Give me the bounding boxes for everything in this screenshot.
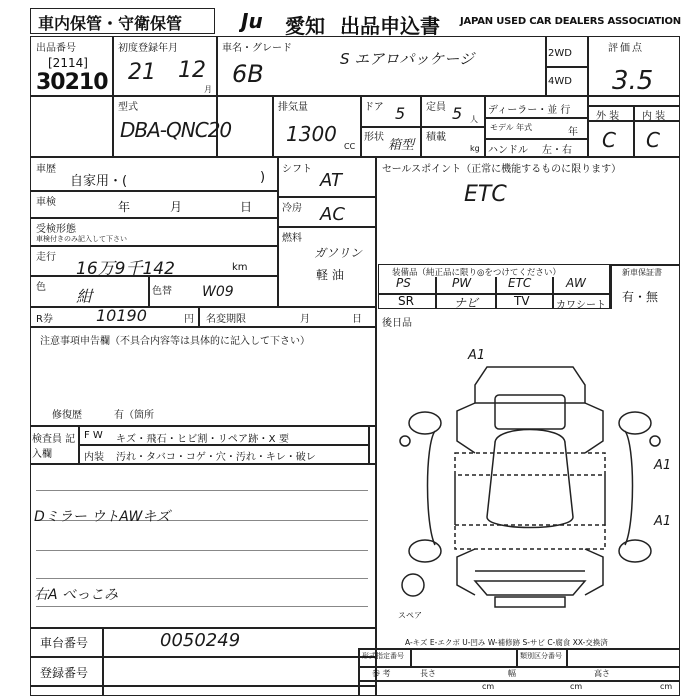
brand-text: 愛知 xyxy=(285,14,325,38)
damage-mark-1: A1 xyxy=(468,348,486,363)
notes-label: 注意事項申告欄（不具合内容等は具体的に記入して下さい） xyxy=(40,336,310,347)
divider xyxy=(368,425,370,463)
svg-text:Ju: Ju xyxy=(241,10,263,32)
color-code: W09 xyxy=(202,284,234,300)
form-label: 形式指定番号 xyxy=(362,652,404,660)
divider xyxy=(148,275,150,306)
km-unit: km xyxy=(232,262,248,273)
inspector-note-2: 右A べっこみ xyxy=(34,587,119,603)
equip-tv: TV xyxy=(514,294,530,308)
divider xyxy=(610,264,612,309)
inspector-label: 検査員 記入欄 xyxy=(32,434,76,460)
equip-sr: SR xyxy=(398,294,414,308)
score-label: 評価点 xyxy=(608,43,644,54)
grade-value: S エアロパッケージ xyxy=(340,50,474,68)
divider xyxy=(277,196,375,198)
rear-label: 後日品 xyxy=(382,318,412,329)
divider xyxy=(495,277,497,309)
kg-unit: kg xyxy=(470,144,480,153)
divider xyxy=(30,190,277,192)
divider xyxy=(358,648,680,650)
damage-mark-3: A1 xyxy=(654,514,672,529)
equipment-label: 装備品（純正品に限り◎をつけてください） xyxy=(392,268,561,278)
color-value: 紺 xyxy=(76,287,93,306)
inspection-year: 年 xyxy=(118,200,131,214)
note-rule xyxy=(36,578,368,579)
damage-legend: A-キズ E-エクボ U-凹み W-補修跡 S-サビ C-腐食 XX-交換済 xyxy=(405,638,608,647)
cm-unit-2: cm xyxy=(570,682,583,691)
sales-points-value: ETC xyxy=(464,182,507,207)
shift-value: AT xyxy=(320,170,342,191)
chassis-label: 車台番号 xyxy=(40,636,89,650)
divider xyxy=(30,326,375,328)
doors-label: ドア xyxy=(364,102,384,113)
repair-label: 修復歴 xyxy=(52,410,82,421)
divider xyxy=(516,648,518,666)
handle-value: 左・右 xyxy=(542,145,572,156)
equip-ps: PS xyxy=(396,276,411,290)
inspection-label: 車検 xyxy=(36,197,56,208)
form-title: 出品申込書 xyxy=(340,14,440,38)
shape-value: 箱型 xyxy=(388,138,415,153)
repair-value: 有（箇所 xyxy=(114,410,154,421)
divider xyxy=(358,666,680,668)
displacement-value: 1300 xyxy=(286,122,337,146)
history-label: 車歴 xyxy=(36,164,56,175)
capacity-value: 5 xyxy=(452,104,463,123)
color-label: 色 xyxy=(36,282,46,293)
equip-navi: ナビ xyxy=(454,296,479,310)
drive-2wd: 2WD xyxy=(548,48,572,59)
divider xyxy=(30,463,375,465)
month-unit: 月 xyxy=(204,85,212,94)
divider xyxy=(30,156,680,158)
lot-number: 30210 xyxy=(36,70,108,95)
equip-seat: カワシート xyxy=(556,300,606,311)
transfer-day: 日 xyxy=(352,314,362,325)
type-label: 型式 xyxy=(118,102,138,113)
fuel-diesel: 軽 油 xyxy=(316,268,344,282)
transfer-label: 名変期限 xyxy=(206,314,246,325)
ac-label: 冷房 xyxy=(282,203,302,214)
handle-label: ハンドル xyxy=(488,145,528,156)
association-name: JAPAN USED CAR DEALERS ASSOCIATION xyxy=(460,16,681,27)
divider xyxy=(545,66,587,68)
type-value: DBA-QNC20 xyxy=(120,118,232,142)
note-rule xyxy=(36,550,368,551)
capacity-label: 定員 xyxy=(426,102,446,113)
warranty-value: 有・無 xyxy=(622,290,659,304)
color-change-label: 色替 xyxy=(152,286,172,297)
r-value: 10190 xyxy=(96,306,147,325)
divider xyxy=(587,36,589,156)
shape-label: 形状 xyxy=(364,132,384,143)
cm-unit-3: cm xyxy=(660,682,673,691)
divider xyxy=(102,627,104,696)
divider xyxy=(435,277,437,309)
r-label: R券 xyxy=(36,314,53,325)
height-label: 高さ xyxy=(594,669,610,678)
interior-label: 内 装 xyxy=(642,111,666,122)
divider xyxy=(610,264,680,266)
mileage-label: 走行 xyxy=(36,252,56,263)
equip-aw: AW xyxy=(566,276,586,290)
divider xyxy=(410,648,412,666)
divider xyxy=(30,245,277,247)
divider xyxy=(375,156,377,696)
reg-label: 登録番号 xyxy=(40,666,89,680)
width-label: 幅 xyxy=(508,669,516,678)
equip-pw: PW xyxy=(452,276,472,290)
model-name: 6B xyxy=(232,60,264,88)
warranty-label: 新車保証書 xyxy=(622,268,662,277)
mileage-value: 16万9千142 xyxy=(76,259,175,279)
length-label: 長さ xyxy=(420,669,436,678)
fuel-gasoline: ガソリン xyxy=(314,246,363,260)
divider xyxy=(484,95,486,156)
divider xyxy=(633,105,635,156)
inspection-day: 日 xyxy=(240,200,253,214)
car-diagram xyxy=(395,345,665,615)
storage-text: 車内保管・守衛保管 xyxy=(38,14,183,33)
divider xyxy=(30,95,680,97)
sales-points-label: セールスポイント（正常に機能するものに限ります） xyxy=(382,164,622,175)
fw-label: F W xyxy=(84,430,103,441)
divider xyxy=(30,627,375,629)
ac-value: AC xyxy=(320,204,345,225)
dealer-label: ディーラー・並 行 xyxy=(488,105,571,116)
divider xyxy=(484,117,587,119)
capacity-unit: 人 xyxy=(470,115,478,124)
cc-unit: CC xyxy=(344,142,356,151)
divider xyxy=(566,648,568,666)
score-value: 3.5 xyxy=(612,66,654,96)
exterior-label: 外 装 xyxy=(596,111,620,122)
first-reg-label: 初度登録年月 xyxy=(118,43,178,54)
divider xyxy=(277,226,375,228)
doors-value: 5 xyxy=(395,104,406,123)
ju-logo xyxy=(238,9,286,33)
inspector-note-1: Dミラー ウトAWキズ xyxy=(34,509,171,525)
inspection-month: 月 xyxy=(170,200,183,214)
r-unit: 円 xyxy=(184,314,194,325)
fuel-label: 燃料 xyxy=(282,233,302,244)
divider xyxy=(484,138,587,140)
divider xyxy=(112,36,114,156)
history-close: ) xyxy=(260,170,266,185)
shift-label: シフト xyxy=(282,164,312,175)
exterior-grade: C xyxy=(602,128,616,152)
interior-grade: C xyxy=(646,128,660,152)
note-rule xyxy=(36,490,368,491)
receipt-label: 受検形態 xyxy=(36,224,76,235)
cm-unit-1: cm xyxy=(482,682,495,691)
divider xyxy=(277,156,279,306)
ref-label: 参 考 xyxy=(372,669,391,678)
divider xyxy=(78,425,80,463)
lot-code: [2114] xyxy=(48,56,88,70)
category-label: 類別区分番号 xyxy=(520,652,562,660)
displacement-label: 排気量 xyxy=(278,102,308,113)
damage-mark-2: A1 xyxy=(654,458,672,473)
divider xyxy=(30,425,375,427)
first-reg-year: 21 xyxy=(128,60,156,85)
lot-label: 出品番号 xyxy=(36,43,76,54)
divider xyxy=(552,277,554,309)
chassis-value: 0050249 xyxy=(160,630,241,651)
model-year-label: モデル 年式 xyxy=(490,123,533,132)
divider xyxy=(30,217,277,219)
drive-4wd: 4WD xyxy=(548,76,572,87)
model-label: 車名・グレード xyxy=(222,43,292,54)
first-reg-month: 12 xyxy=(178,58,206,83)
fw-items: キズ・飛石・ヒビ割・リペア跡・X 要 xyxy=(116,434,290,445)
divider xyxy=(30,685,375,687)
divider xyxy=(272,95,274,156)
divider xyxy=(30,656,375,658)
year-unit: 年 xyxy=(568,127,578,138)
divider xyxy=(198,306,200,326)
inspector-interior-label: 内装 xyxy=(84,452,104,463)
history-value: 自家用・( xyxy=(70,174,128,189)
inspector-interior-items: 汚れ・タバコ・コゲ・穴・汚れ・キレ・破レ xyxy=(116,452,316,463)
receipt-note: 車検付きのみ記入して下さい xyxy=(36,235,127,243)
equip-cd: ETC xyxy=(508,276,532,290)
spare-label: スペア xyxy=(398,611,422,620)
divider xyxy=(358,680,680,682)
note-rule xyxy=(36,606,368,607)
transfer-month: 月 xyxy=(300,314,310,325)
load-label: 積載 xyxy=(426,132,446,143)
divider xyxy=(358,648,360,696)
